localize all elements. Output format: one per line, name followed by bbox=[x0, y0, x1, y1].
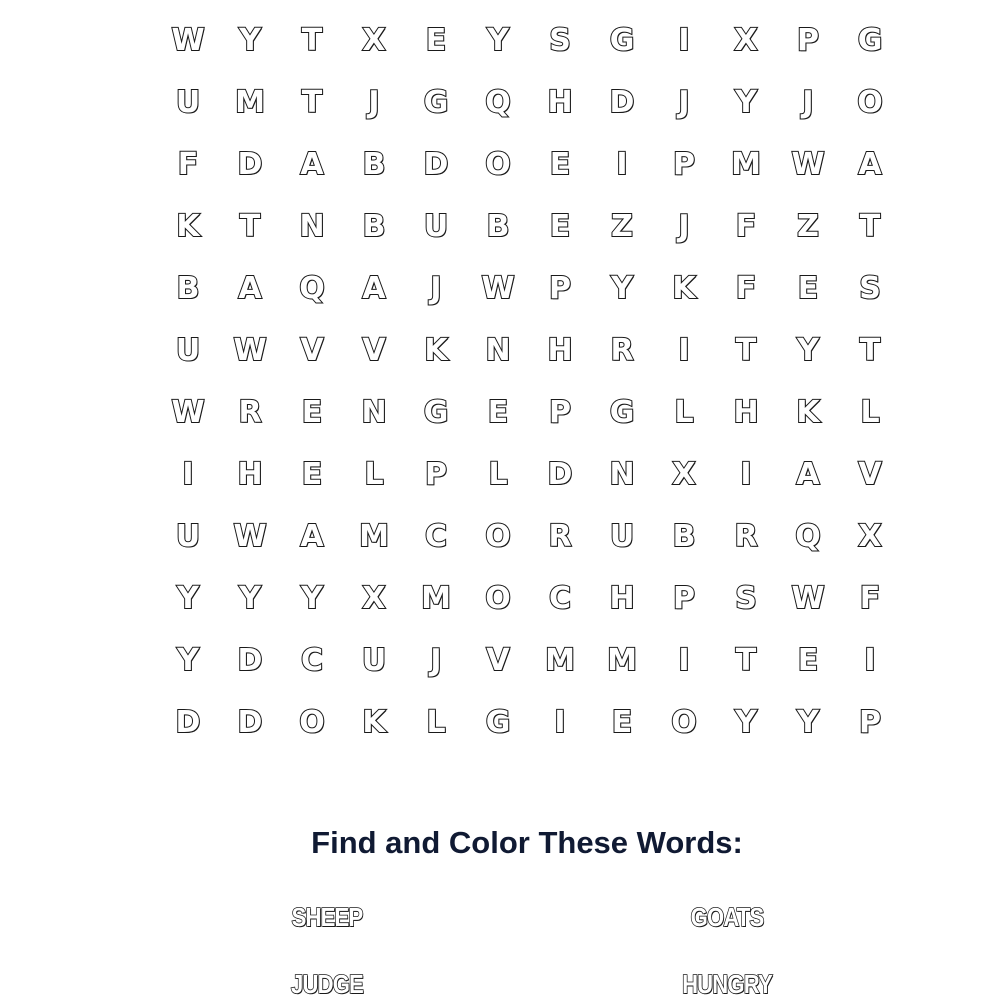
grid-cell[interactable]: M bbox=[731, 146, 761, 182]
grid-cell[interactable]: A bbox=[858, 146, 882, 182]
grid-cell[interactable]: G bbox=[857, 22, 883, 58]
grid-cell[interactable]: Q bbox=[485, 84, 511, 120]
letter-grid bbox=[157, 9, 901, 753]
grid-cell[interactable]: W bbox=[233, 518, 267, 554]
grid-cell[interactable]: P bbox=[549, 270, 571, 306]
grid-cell[interactable]: I bbox=[678, 642, 690, 678]
grid-cell[interactable]: L bbox=[674, 394, 694, 430]
grid-cell[interactable]: D bbox=[547, 456, 573, 492]
grid-cell[interactable]: N bbox=[361, 394, 387, 430]
grid-cell[interactable]: R bbox=[734, 518, 758, 554]
grid-cell[interactable]: Y bbox=[735, 704, 757, 740]
grid-cell[interactable]: Q bbox=[299, 270, 325, 306]
grid-cell[interactable]: N bbox=[609, 456, 635, 492]
grid-cell[interactable]: G bbox=[609, 394, 635, 430]
word-judge: JUDGE bbox=[291, 969, 363, 999]
grid-cell[interactable]: U bbox=[175, 518, 201, 554]
grid-cell[interactable]: L bbox=[860, 394, 880, 430]
grid-cell[interactable]: F bbox=[735, 208, 757, 244]
grid-cell[interactable]: Y bbox=[177, 580, 199, 616]
grid-cell[interactable]: J bbox=[802, 84, 814, 120]
grid-cell[interactable]: H bbox=[237, 456, 263, 492]
grid-cell[interactable]: D bbox=[175, 704, 201, 740]
grid-cell[interactable]: P bbox=[425, 456, 447, 492]
grid-cell[interactable]: W bbox=[791, 146, 825, 182]
grid-cell[interactable]: B bbox=[362, 208, 386, 244]
grid-cell[interactable]: E bbox=[301, 394, 323, 430]
grid-cell[interactable]: E bbox=[487, 394, 509, 430]
grid-cell[interactable]: T bbox=[301, 22, 323, 58]
grid-cell[interactable]: D bbox=[237, 146, 263, 182]
grid-cell[interactable]: T bbox=[859, 208, 881, 244]
grid-cell[interactable]: I bbox=[678, 332, 690, 368]
grid-cell[interactable]: O bbox=[485, 146, 511, 182]
grid-cell[interactable]: Y bbox=[177, 642, 199, 678]
grid-cell[interactable]: W bbox=[791, 580, 825, 616]
word-list-heading: Find and Color These Words: bbox=[311, 825, 743, 860]
grid-cell[interactable]: U bbox=[361, 642, 387, 678]
grid-cell[interactable]: F bbox=[735, 270, 757, 306]
grid-cell[interactable]: C bbox=[424, 518, 448, 554]
grid-cell[interactable]: T bbox=[735, 332, 757, 368]
grid-cell[interactable]: D bbox=[237, 642, 263, 678]
grid-cell[interactable]: V bbox=[486, 642, 510, 678]
grid-cell[interactable]: T bbox=[301, 84, 323, 120]
grid-cell[interactable]: K bbox=[672, 270, 696, 306]
grid-cell[interactable]: J bbox=[678, 208, 690, 244]
grid-cell[interactable]: D bbox=[423, 146, 449, 182]
grid-cell[interactable]: I bbox=[740, 456, 752, 492]
grid-cell[interactable]: T bbox=[735, 642, 757, 678]
grid-cell[interactable]: J bbox=[678, 84, 690, 120]
grid-cell[interactable]: S bbox=[549, 22, 571, 58]
grid-cell[interactable]: P bbox=[859, 704, 881, 740]
grid-cell[interactable]: A bbox=[796, 456, 820, 492]
grid-cell[interactable]: V bbox=[300, 332, 324, 368]
grid-cell[interactable]: E bbox=[549, 146, 571, 182]
grid-cell[interactable]: O bbox=[671, 704, 697, 740]
grid-cell[interactable]: M bbox=[421, 580, 451, 616]
grid-cell[interactable]: E bbox=[611, 704, 633, 740]
grid-cell[interactable]: O bbox=[299, 704, 325, 740]
grid-cell[interactable]: K bbox=[176, 208, 200, 244]
grid-cell[interactable]: P bbox=[797, 22, 819, 58]
grid-cell[interactable]: E bbox=[549, 208, 571, 244]
grid-cell[interactable]: F bbox=[859, 580, 881, 616]
grid-cell[interactable]: C bbox=[300, 642, 324, 678]
grid-cell[interactable]: E bbox=[301, 456, 323, 492]
grid-cell[interactable]: U bbox=[175, 84, 201, 120]
grid-cell[interactable]: E bbox=[425, 22, 447, 58]
grid-cell[interactable]: W bbox=[481, 270, 515, 306]
grid-cell[interactable]: K bbox=[796, 394, 820, 430]
grid-cell[interactable]: H bbox=[547, 332, 573, 368]
grid-cell[interactable]: X bbox=[734, 22, 758, 58]
grid-cell[interactable]: R bbox=[238, 394, 262, 430]
grid-cell[interactable]: A bbox=[300, 146, 324, 182]
grid-cell[interactable]: F bbox=[177, 146, 199, 182]
grid-cell[interactable]: U bbox=[423, 208, 449, 244]
grid-cell[interactable]: S bbox=[859, 270, 881, 306]
grid-cell[interactable]: G bbox=[485, 704, 511, 740]
grid-cell[interactable]: W bbox=[171, 22, 205, 58]
grid-cell[interactable]: T bbox=[859, 332, 881, 368]
grid-cell[interactable]: P bbox=[549, 394, 571, 430]
grid-cell[interactable]: V bbox=[362, 332, 386, 368]
grid-cell[interactable]: X bbox=[362, 580, 386, 616]
grid-cell[interactable]: P bbox=[673, 580, 695, 616]
grid-cell[interactable]: I bbox=[616, 146, 628, 182]
grid-cell[interactable]: I bbox=[554, 704, 566, 740]
grid-cell[interactable]: B bbox=[486, 208, 510, 244]
grid-cell[interactable]: C bbox=[548, 580, 572, 616]
grid-cell[interactable]: Y bbox=[239, 580, 261, 616]
grid-cell[interactable]: H bbox=[733, 394, 759, 430]
grid-cell[interactable]: I bbox=[678, 22, 690, 58]
grid-cell[interactable]: U bbox=[175, 332, 201, 368]
grid-cell[interactable]: M bbox=[607, 642, 637, 678]
grid-cell[interactable]: U bbox=[609, 518, 635, 554]
grid-cell[interactable]: I bbox=[182, 456, 194, 492]
grid-cell[interactable]: Y bbox=[487, 22, 509, 58]
grid-cell[interactable]: Y bbox=[797, 332, 819, 368]
grid-cell[interactable]: X bbox=[858, 518, 882, 554]
grid-cell[interactable]: Z bbox=[797, 208, 819, 244]
grid-cell[interactable]: W bbox=[233, 332, 267, 368]
word-sheep: SHEEP bbox=[291, 902, 363, 932]
grid-cell[interactable]: N bbox=[485, 332, 511, 368]
word-goats: GOATS bbox=[690, 902, 764, 932]
grid-cell[interactable]: O bbox=[485, 580, 511, 616]
word-hungry: HUNGRY bbox=[682, 969, 772, 999]
grid-cell[interactable]: R bbox=[610, 332, 634, 368]
grid-cell[interactable]: Y bbox=[239, 22, 261, 58]
grid-cell[interactable]: X bbox=[362, 22, 386, 58]
grid-cell[interactable]: D bbox=[609, 84, 635, 120]
grid-cell[interactable]: B bbox=[672, 518, 696, 554]
grid-cell[interactable]: Y bbox=[611, 270, 633, 306]
grid-cell[interactable]: P bbox=[673, 146, 695, 182]
grid-cell[interactable]: L bbox=[426, 704, 446, 740]
grid-cell[interactable]: E bbox=[797, 270, 819, 306]
grid-cell[interactable]: Q bbox=[795, 518, 821, 554]
grid-cell[interactable]: L bbox=[364, 456, 384, 492]
grid-cell[interactable]: T bbox=[239, 208, 261, 244]
grid-cell[interactable]: M bbox=[235, 84, 265, 120]
grid-cell[interactable]: W bbox=[171, 394, 205, 430]
grid-cell[interactable]: G bbox=[423, 394, 449, 430]
grid-cell[interactable]: O bbox=[857, 84, 883, 120]
grid-cell[interactable]: Y bbox=[797, 704, 819, 740]
grid-cell[interactable]: N bbox=[299, 208, 325, 244]
grid-cell[interactable]: K bbox=[362, 704, 386, 740]
grid-cell[interactable]: S bbox=[735, 580, 757, 616]
grid-cell[interactable]: A bbox=[238, 270, 262, 306]
grid-cell[interactable]: K bbox=[424, 332, 448, 368]
grid-cell[interactable]: O bbox=[485, 518, 511, 554]
grid-cell[interactable]: Z bbox=[611, 208, 633, 244]
grid-cell[interactable]: J bbox=[368, 84, 380, 120]
grid-cell[interactable]: H bbox=[547, 84, 573, 120]
grid-cell[interactable]: Y bbox=[735, 84, 757, 120]
grid-cell[interactable]: R bbox=[548, 518, 572, 554]
grid-cell[interactable]: H bbox=[609, 580, 635, 616]
grid-cell[interactable]: M bbox=[545, 642, 575, 678]
grid-cell[interactable]: J bbox=[430, 270, 442, 306]
grid-cell[interactable]: V bbox=[858, 456, 882, 492]
grid-cell[interactable]: X bbox=[672, 456, 696, 492]
grid-cell[interactable]: Y bbox=[301, 580, 323, 616]
grid-cell[interactable]: G bbox=[609, 22, 635, 58]
grid-cell[interactable]: M bbox=[359, 518, 389, 554]
grid-cell[interactable]: I bbox=[864, 642, 876, 678]
grid-cell[interactable]: B bbox=[362, 146, 386, 182]
grid-cell[interactable]: D bbox=[237, 704, 263, 740]
grid-cell[interactable]: A bbox=[300, 518, 324, 554]
grid-cell[interactable]: E bbox=[797, 642, 819, 678]
grid-cell[interactable]: B bbox=[176, 270, 200, 306]
grid-cell[interactable]: L bbox=[488, 456, 508, 492]
grid-cell[interactable]: A bbox=[362, 270, 386, 306]
grid-cell[interactable]: J bbox=[430, 642, 442, 678]
grid-cell[interactable]: G bbox=[423, 84, 449, 120]
